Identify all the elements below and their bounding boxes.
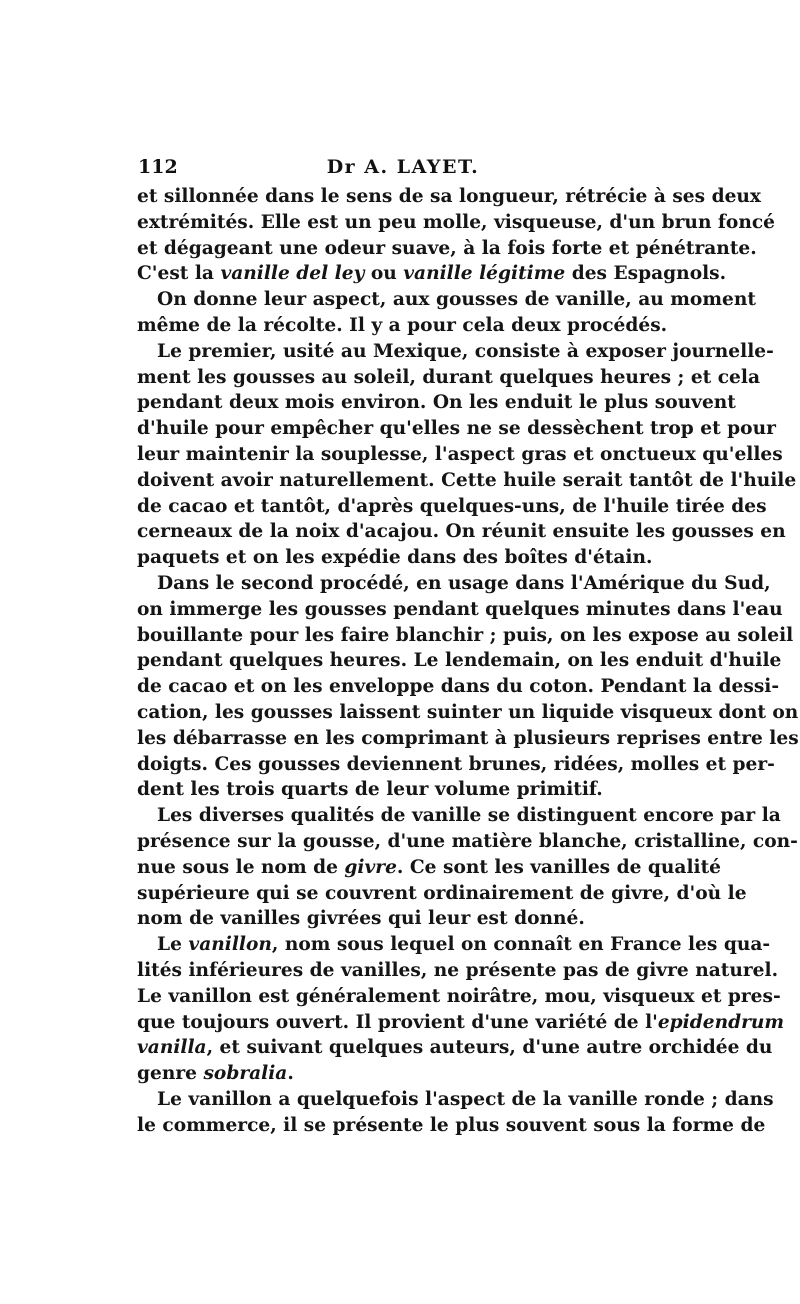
paragraph — [137, 339, 797, 571]
text-line: on immerge les gousses pendant quelques minutes dans l'eau — [137, 598, 783, 620]
running-head: Dr A. LAYET. — [326, 156, 480, 178]
text-line: paquets et on les expédie dans des boîtes d'étain. — [137, 547, 653, 569]
text-line: Les diverses qualités de vanille se distinguent encore par la — [157, 805, 781, 827]
text-line: et sillonnée dans le sens de sa longueur, rétrécie à ses deux — [137, 186, 762, 207]
text-line: leur maintenir la souplesse, l'aspect gras et onctueux qu'elles — [137, 443, 783, 465]
text-line: dent les trois quarts de leur volume primitif. — [137, 779, 603, 801]
text-line: même de la récolte. Il y a pour cela deux procédés. — [137, 314, 668, 336]
text-line: nue sous le nom de givre. Ce sont les vanilles de qualité — [137, 856, 722, 878]
page-number: 112 — [138, 156, 178, 178]
body-text — [137, 184, 799, 1138]
text-line: Le vanillon est généralement noirâtre, mou, visqueux et pres- — [137, 985, 781, 1007]
text-line: vanilla, et suivant quelques auteurs, d'une autre orchidée du — [137, 1037, 773, 1059]
text-line: pendant quelques heures. Le lendemain, on les enduit d'huile — [137, 650, 782, 672]
text-line: ment les gousses au soleil, durant quelques heures ; et cela — [137, 366, 760, 388]
text-line: Le vanillon a quelquefois l'aspect de la vanille ronde ; dans — [157, 1088, 774, 1110]
text-line: les débarrasse en les comprimant à plusieurs reprises entre les — [137, 727, 799, 749]
text-line: cation, les gousses laissent suinter un liquide visqueux dont on — [137, 701, 799, 723]
text-line: nom de vanilles givrées qui leur est donné. — [137, 908, 585, 930]
page-header — [138, 150, 668, 180]
italic-term: vanillon — [188, 934, 272, 956]
text-line: doivent avoir naturellement. Cette huile serait tantôt de l'huile — [137, 469, 797, 491]
text-line: que toujours ouvert. Il provient d'une variété de l'epidendrum — [137, 1011, 785, 1033]
text-line: cerneaux de la noix d'acajou. On réunit ensuite les gousses en — [137, 521, 786, 543]
italic-term: epidendrum — [657, 1011, 785, 1033]
paragraph — [137, 184, 776, 287]
text-line: doigts. Ces gousses deviennent brunes, ridées, molles et per- — [137, 753, 775, 775]
text-line: Dans le second procédé, en usage dans l'Amérique du Sud, — [157, 572, 771, 594]
text-line: bouillante pour les faire blanchir ; puis, on les expose au soleil — [137, 624, 794, 646]
text-line: genre sobralia. — [137, 1063, 294, 1085]
text-line: de cacao et tantôt, d'après quelques-uns, de l'huile tirée des — [137, 495, 767, 517]
text-line: le commerce, il se présente le plus souvent sous la forme de — [137, 1114, 766, 1136]
paragraph — [137, 287, 756, 339]
italic-term: vanille légitime — [403, 263, 566, 285]
text-line: d'huile pour empêcher qu'elles ne se dessèchent trop et pour — [137, 418, 776, 440]
text-line: et dégageant une odeur suave, à la fois forte et pénétrante. — [137, 237, 757, 259]
text-line: Le vanillon, nom sous lequel on connaît en France les qua- — [157, 934, 771, 956]
text-line: On donne leur aspect, aux gousses de vanille, au moment — [157, 289, 756, 311]
paragraph — [137, 803, 798, 932]
italic-term: sobralia — [203, 1063, 288, 1085]
text-line: pendant deux mois environ. On les enduit le plus souvent — [137, 392, 736, 414]
text-line: supérieure qui se couvrent ordinairement de givre, d'où le — [137, 882, 747, 904]
paragraph — [137, 1087, 774, 1139]
italic-term: vanilla — [137, 1037, 207, 1059]
text-line: lités inférieures de vanilles, ne présente pas de givre naturel. — [137, 959, 779, 981]
italic-term: givre — [344, 856, 397, 878]
paragraph — [137, 932, 785, 1087]
text-line: présence sur la gousse, d'une matière blanche, cristalline, con- — [137, 830, 798, 852]
text-line: Le premier, usité au Mexique, consiste à exposer journelle- — [157, 340, 774, 362]
text-line: C'est la vanille del ley ou vanille légitime des Espagnols. — [137, 263, 727, 285]
text-line: extrémités. Elle est un peu molle, visqueuse, d'un brun foncé — [137, 211, 776, 233]
paragraph — [137, 571, 799, 803]
text-line: de cacao et on les enveloppe dans du coton. Pendant la dessi- — [137, 676, 780, 698]
italic-term: vanille del ley — [220, 263, 365, 285]
